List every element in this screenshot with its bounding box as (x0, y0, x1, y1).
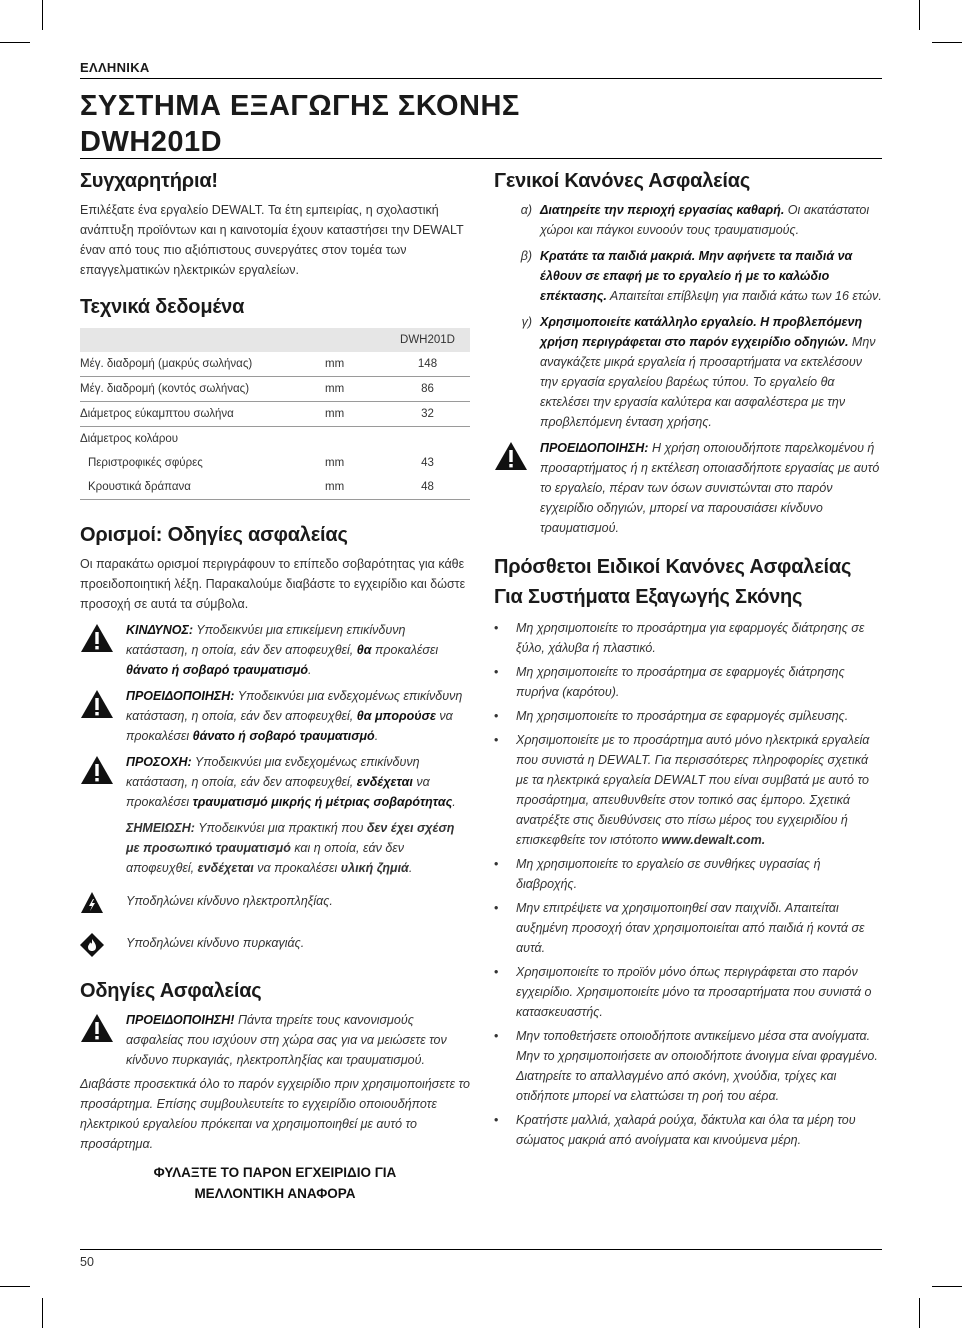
spec-label: Μέγ. διαδρομή (μακρύς σωλήνας) (80, 352, 325, 377)
crop-mark (0, 1286, 30, 1287)
list-item: α) Διατηρείτε την περιοχή εργασίας καθαρή. Οι ακατάστατοι χώροι και πάγκοι ευνοούν τους τραυματισμούς. (520, 203, 870, 237)
warning-definition: ΠΡΟΕΙΔΟΠΟΙΗΣΗ: Υποδεικνύει μια ενδεχομένως επικίνδυνη κατάσταση, η οποία, εάν δεν αποφευχθεί, θα μπορούσε να προκαλέσει θάνατο ή σοβαρό τραυματισμό. (80, 686, 470, 746)
warning-triangle-icon (80, 1010, 126, 1070)
general-heading: Γενικοί Κανόνες Ασφαλείας (494, 170, 751, 192)
congrats-text: Επιλέξατε ένα εργαλείο DEWALT. Τα έτη εμπειρίας, η σχολαστική ανάπτυξη προϊόντων και η καινοτομία έχουν καταστήσει την DEWALT έναν από τους πιο αξιόπιστους συνεργάτες στον τομέα των επαγγελματικών ηλεκτρικών εργαλείων. (80, 203, 464, 277)
crop-mark (919, 0, 920, 30)
crop-mark (919, 1298, 920, 1328)
definitions-intro: Οι παρακάτω ορισμοί περιγράφουν το επίπεδο σοβαρότητας για κάθε προειδοποιητική λέξη. Παρακαλούμε διαβάστε το εγχειρίδιο και δώστε προσοχή σε αυτά τα σύμβολα. (80, 557, 466, 611)
table-row (80, 451, 470, 475)
table-row (80, 475, 470, 500)
crop-mark (42, 1298, 43, 1328)
list-item: • Μη χρησιμοποιείτε το προσάρτημα σε εφαρμογές σμίλευσης. (494, 706, 882, 726)
table-row (80, 402, 470, 427)
spec-unit: mm (325, 475, 385, 500)
fire-definition (80, 930, 470, 962)
spec-unit: mm (325, 377, 385, 402)
title-rule (80, 158, 882, 159)
spec-label: Διάμετρος κολάρου (80, 433, 179, 445)
list-item: • Μην επιτρέψετε να χρησιμοποιηθεί σαν παιχνίδι. Απαιτείται αυξημένη προσοχή όταν χρησιμοποιείται από παιδιά ή κοντά σε αυτά. (494, 898, 882, 958)
website-link[interactable]: www.dewalt.com. (661, 833, 766, 847)
header-rule (80, 78, 882, 79)
fire-text: Υποδηλώνει κίνδυνο πυρκαγιάς. (126, 936, 305, 950)
notice-definition: ΣΗΜΕΙΩΣΗ: Υποδεικνύει μια πρακτική που δεν έχει σχέση με προσωπικό τραυματισμό και η οποία, εάν δεν αποφευχθεί, ενδέχεται να προκαλέσει υλική ζημιά. (126, 821, 455, 875)
read-manual-text: Διαβάστε προσεκτικά όλο το παρόν εγχειρίδιο πριν χρησιμοποιήσετε το προσάρτημα. Επίσης συμβουλευτείτε το εγχειρίδιο οποιουδήποτε ηλεκτρικού εργαλείου πρόκειται να χρησιμοποιηθεί με αυτό το προσάρτημα. (80, 1077, 470, 1151)
electric-shock-icon (80, 888, 126, 920)
spec-unit (325, 427, 385, 452)
spec-value: 148 (385, 352, 470, 377)
list-item: γ) Χρησιμοποιείτε κατάλληλο εργαλείο. Η προβλεπόμενη χρήση περιγράφεται στο παρόν εγχειρίδιο οδηγιών. Μην αναγκάζετε μικρά εργαλεία ή προσαρτήματα να εκτελέσουν την εργασία εργαλείου βαρέως τύπου. Το εργαλείο θα εκτελέσει την εργασία καλύτερα και ασφαλέστερα με την προβλεπόμενη ένταση χρήσης. (521, 315, 876, 429)
title-line-2: DWH201D (80, 126, 223, 158)
congrats-heading: Συγχαρητήρια! (80, 170, 218, 192)
spec-model: DWH201D (385, 328, 470, 352)
caution-definition: ΠΡΟΣΟΧΗ: Υποδεικνύει μια ενδεχομένως επικίνδυνη κατάσταση, η οποία, εάν δεν αποφευχθεί, ενδέχεται να προκαλέσει τραυματισμό μικρής ή μέτριας σοβαρότητας. (80, 752, 470, 812)
list-item: • Κρατήστε μαλλιά, χαλαρά ρούχα, δάκτυλα και όλα τα μέρη του σώματος μακριά από ανοίγματα και κινούμενα μέρη. (494, 1110, 882, 1150)
warning-triangle-icon (80, 686, 126, 746)
additional-heading: Πρόσθετοι Ειδικοί Κανόνες Ασφαλείας Για Συστήματα Εξαγωγής Σκόνης (494, 556, 852, 608)
list-item: β) Κρατάτε τα παιδιά μακριά. Μην αφήνετε τα παιδιά να έλθουν σε επαφή με το εργαλείο ή με το καλώδιο επέκτασης. Απαιτείται επίβλεψη για παιδιά κάτω των 16 ετών. (520, 249, 882, 303)
warning-triangle-icon (80, 752, 126, 812)
crop-mark (42, 0, 43, 30)
fire-icon (80, 930, 126, 962)
list-item: • Χρησιμοποιείτε το προϊόν μόνο όπως περιγράφεται στο παρόν εγχειρίδιο. Χρησιμοποιείτε μόνο τα προσαρτήματα που συνιστά ο κατασκευαστής. (494, 962, 882, 1022)
spec-unit: mm (325, 352, 385, 377)
spec-value: 43 (421, 457, 434, 469)
spec-label: Κρουστικά δράπανα (80, 475, 325, 500)
spec-unit: mm (325, 457, 345, 469)
crop-mark (0, 42, 30, 43)
page-number: 50 (80, 1255, 94, 1269)
table-row (80, 352, 470, 377)
spec-value: 48 (385, 475, 470, 500)
tech-heading: Τεχνικά δεδομένα (80, 296, 245, 318)
warning-triangle-icon (80, 620, 126, 680)
crop-mark (932, 1286, 962, 1287)
keep-manual-notice: ΦΥΛΑΞΤΕ ΤΟ ΠΑΡΟΝ ΕΓΧΕΙΡΙΔΙΟ ΓΙΑ ΜΕΛΛΟΝΤΙΚΗ ΑΝΑΦΟΡΑ (153, 1165, 397, 1201)
left-column (80, 168, 470, 1204)
safety-heading: Οδηγίες Ασφαλείας (80, 980, 262, 1002)
list-item: • Χρησιμοποιείτε με το προσάρτημα αυτό μόνο ηλεκτρικά εργαλεία που συνιστά η DEWALT. Για περισσότερες πληροφορίες σχετικά με τα ηλεκτρικά εργαλεία DEWALT που είναι συμβατά με αυτό το προσάρτημα, απευθυνθείτε στον τοπικό σας έμπορο. Σχετικά ανατρέξτε στις διευθύνσεις στο πίσω μέρος του εγχειριδίου ή επισκεφθείτε τον ιστότοπο www.dewalt.com. (494, 730, 882, 850)
table-row (80, 377, 470, 402)
spec-label: Διάμετρος εύκαμπτου σωλήνα (80, 402, 325, 427)
spec-value: 86 (385, 377, 470, 402)
spec-value (385, 427, 470, 452)
page-title (80, 88, 520, 160)
list-item: • Μη χρησιμοποιείτε το προσάρτημα σε εφαρμογές διάτρησης πυρήνα (καρότου). (494, 662, 882, 702)
crop-mark (932, 42, 962, 43)
title-line-1: ΣΥΣΤΗΜΑ ΕΞΑΓΩΓΗΣ ΣΚΟΝΗΣ (80, 90, 520, 122)
spec-table (80, 328, 470, 500)
list-item: • Μην τοποθετήσετε οποιοδήποτε αντικείμενο μέσα στα ανοίγματα. Μην το χρησιμοποιήσετε αν οποιοδήποτε άνοιγμα είναι φραγμένο. Διατηρείτε το απαλλαγμένο από σκόνη, χνούδια, τρίχες και οτιδήποτε μπορεί να ελαττώσει τη ροή του αέρα. (494, 1026, 882, 1106)
additional-list (494, 618, 882, 1150)
general-warning: ΠΡΟΕΙΔΟΠΟΙΗΣΗ: Η χρήση οποιουδήποτε παρελκομένου ή προσαρτήματος ή η εκτέλεση οποιασδήποτε εργασίας με αυτό το εργαλείο, πέραν των όσων συνιστώνται στο παρόν εγχειρίδιο οδηγιών, μπορεί να παρουσιάσει κίνδυνο τραυματισμού. (494, 438, 882, 538)
list-item: • Μη χρησιμοποιείτε το εργαλείο σε συνθήκες υγρασίας ή διαβροχής. (494, 854, 882, 894)
definitions-heading: Ορισμοί: Οδηγίες ασφαλείας (80, 524, 348, 546)
spec-unit: mm (325, 402, 385, 427)
spec-value: 32 (385, 402, 470, 427)
footer-rule (80, 1249, 882, 1250)
spec-label: Περιστροφικές σφύρες (88, 457, 203, 469)
table-row (80, 427, 470, 452)
spec-label: Μέγ. διαδρομή (κοντός σωλήνας) (80, 377, 325, 402)
right-column (494, 168, 882, 1154)
spec-header-row (80, 328, 470, 352)
warning-triangle-icon (494, 438, 540, 538)
electric-definition (80, 888, 470, 920)
danger-definition: ΚΙΝΔΥΝΟΣ: Υποδεικνύει μια επικείμενη επικίνδυνη κατάσταση, η οποία, εάν δεν αποφευχθεί, θα προκαλέσει θάνατο ή σοβαρό τραυματισμό. (80, 620, 470, 680)
language-label: ΕΛΛΗΝΙΚΑ (80, 60, 150, 75)
list-item: • Μη χρησιμοποιείτε το προσάρτημα για εφαρμογές διάτρησης σε ξύλο, χάλυβα ή πλαστικό. (494, 618, 882, 658)
electric-text: Υποδηλώνει κίνδυνο ηλεκτροπληξίας. (126, 894, 333, 908)
safety-warning: ΠΡΟΕΙΔΟΠΟΙΗΣΗ! Πάντα τηρείτε τους κανονισμούς ασφαλείας που ισχύουν στη χώρα σας για να μειώσετε τον κίνδυνο πυρκαγιάς, ηλεκτροπληξίας και τραυματισμού. (80, 1010, 470, 1070)
